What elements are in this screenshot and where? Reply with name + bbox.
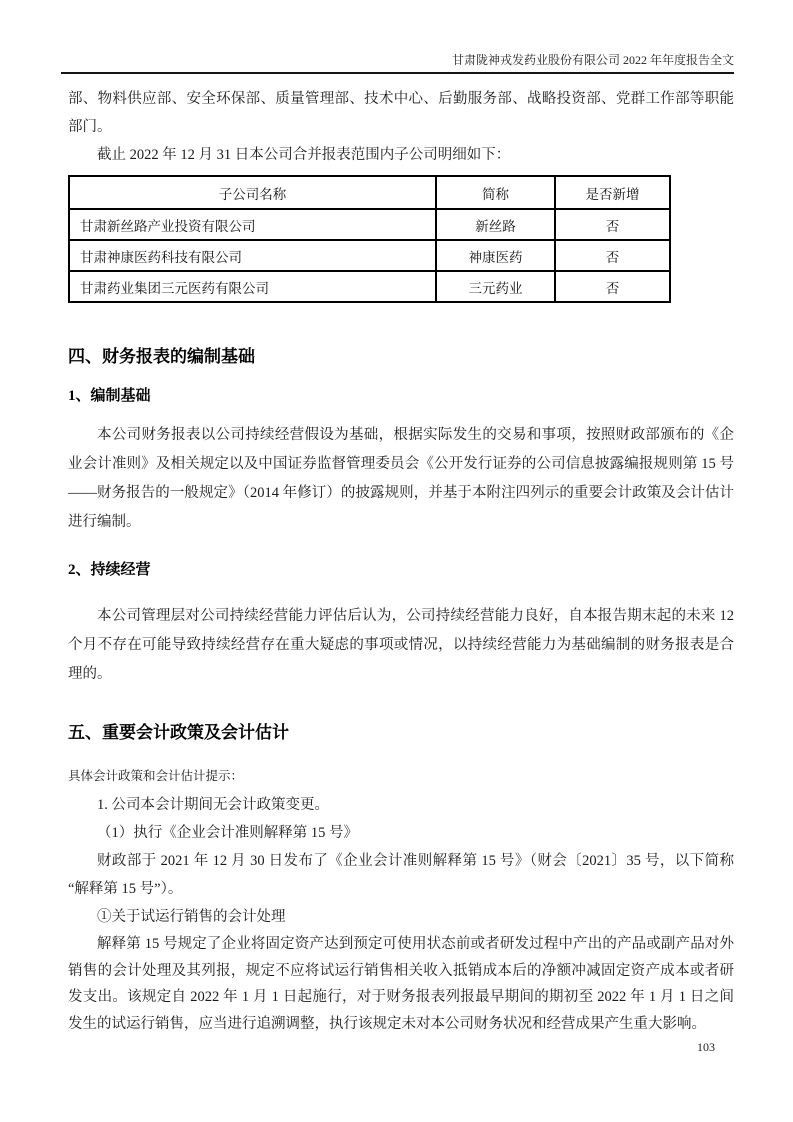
paragraph-mof-release: 财政部于 2021 年 12 月 30 日发布了《企业会计准则解释第 15 号》（财会〔2021〕35 号，以下简称“解释第 15 号”）。 xyxy=(68,853,734,897)
subsection-title-preparation-basis: 1、编制基础 xyxy=(68,388,151,404)
item-no-policy-change: 1. 公司本会计期间无会计政策变更。 xyxy=(97,797,329,813)
subsidiary-name: 甘肃新丝路产业投资有限公司 xyxy=(69,209,436,240)
subsidiary-is-new: 否 xyxy=(555,240,670,271)
subsidiary-short-name: 新丝路 xyxy=(436,209,555,240)
column-header-short-name: 简称 xyxy=(436,176,555,209)
subsidiary-is-new: 否 xyxy=(555,271,670,302)
table-row xyxy=(69,271,670,302)
paragraph-going-concern: 本公司管理层对公司持续经营能力评估后认为，公司持续经营能力良好，自本报告期末起的未来 12 个月不存在可能导致持续经营存在重大疑虑的事项或情况，以持续经营能力为基础编制的财务报表是合理的。 xyxy=(68,608,734,682)
paragraph-trial-run-detail: 解释第 15 号规定了企业将固定资产达到预定可使用状态前或者研发过程中产出的产品或副产品对外销售的会计处理及其列报，规定不应将试运行销售相关收入抵销成本后的净额冲减固定资产成本或者研发支出。该规定自 2022 年 1 月 1 日起施行，对于财务报表列报最早期间的期初至 2022 年 1 月 1 日之间发生的试运行销售，应当进行追溯调整，执行该规定未对本公司财务状况和经营成果产生重大影响。 xyxy=(68,936,734,1032)
running-header: 甘肃陇神戎发药业股份有限公司 2022 年年度报告全文 xyxy=(61,52,734,74)
subsidiary-short-name: 三元药业 xyxy=(436,271,555,302)
paragraph-table-lead-in: 截止 2022 年 12 月 31 日本公司合并报表范围内子公司明细如下： xyxy=(97,147,511,163)
column-header-is-new: 是否新增 xyxy=(555,176,670,209)
subsidiaries-table xyxy=(68,175,671,303)
subsidiary-name: 甘肃药业集团三元医药有限公司 xyxy=(69,271,436,302)
table-header-row xyxy=(69,176,670,209)
page-number: 103 xyxy=(697,1040,715,1054)
section-title-accounting-policies: 五、重要会计政策及会计估计 xyxy=(68,723,289,742)
column-header-subsidiary-name: 子公司名称 xyxy=(69,176,436,209)
item-interpretation-15: （1）执行《企业会计准则解释第 15 号》 xyxy=(97,825,358,841)
paragraph-departments: 部、物料供应部、安全环保部、质量管理部、技术中心、后勤服务部、战略投资部、党群工作部等职能部门。 xyxy=(68,91,734,135)
item-trial-run-sales: ①关于试运行销售的会计处理 xyxy=(97,909,286,925)
note-policy-hint: 具体会计政策和会计估计提示： xyxy=(68,769,244,783)
table-row xyxy=(69,240,670,271)
subsidiary-name: 甘肃神康医药科技有限公司 xyxy=(69,240,436,271)
section-title-basis-of-preparation: 四、财务报表的编制基础 xyxy=(68,347,255,366)
subsidiary-is-new: 否 xyxy=(555,209,670,240)
subsidiary-short-name: 神康医药 xyxy=(436,240,555,271)
subsection-title-going-concern: 2、持续经营 xyxy=(68,562,151,578)
table-row xyxy=(69,209,670,240)
paragraph-preparation-basis: 本公司财务报表以公司持续经营假设为基础，根据实际发生的交易和事项，按照财政部颁布的《企业会计准则》及相关规定以及中国证券监督管理委员会《公开发行证券的公司信息披露编报规则第 15 号——财务报告的一般规定》（2014 年修订）的披露规则，并基于本附注四列示的重要会计政策及会计估计进行编制。 xyxy=(68,427,734,530)
